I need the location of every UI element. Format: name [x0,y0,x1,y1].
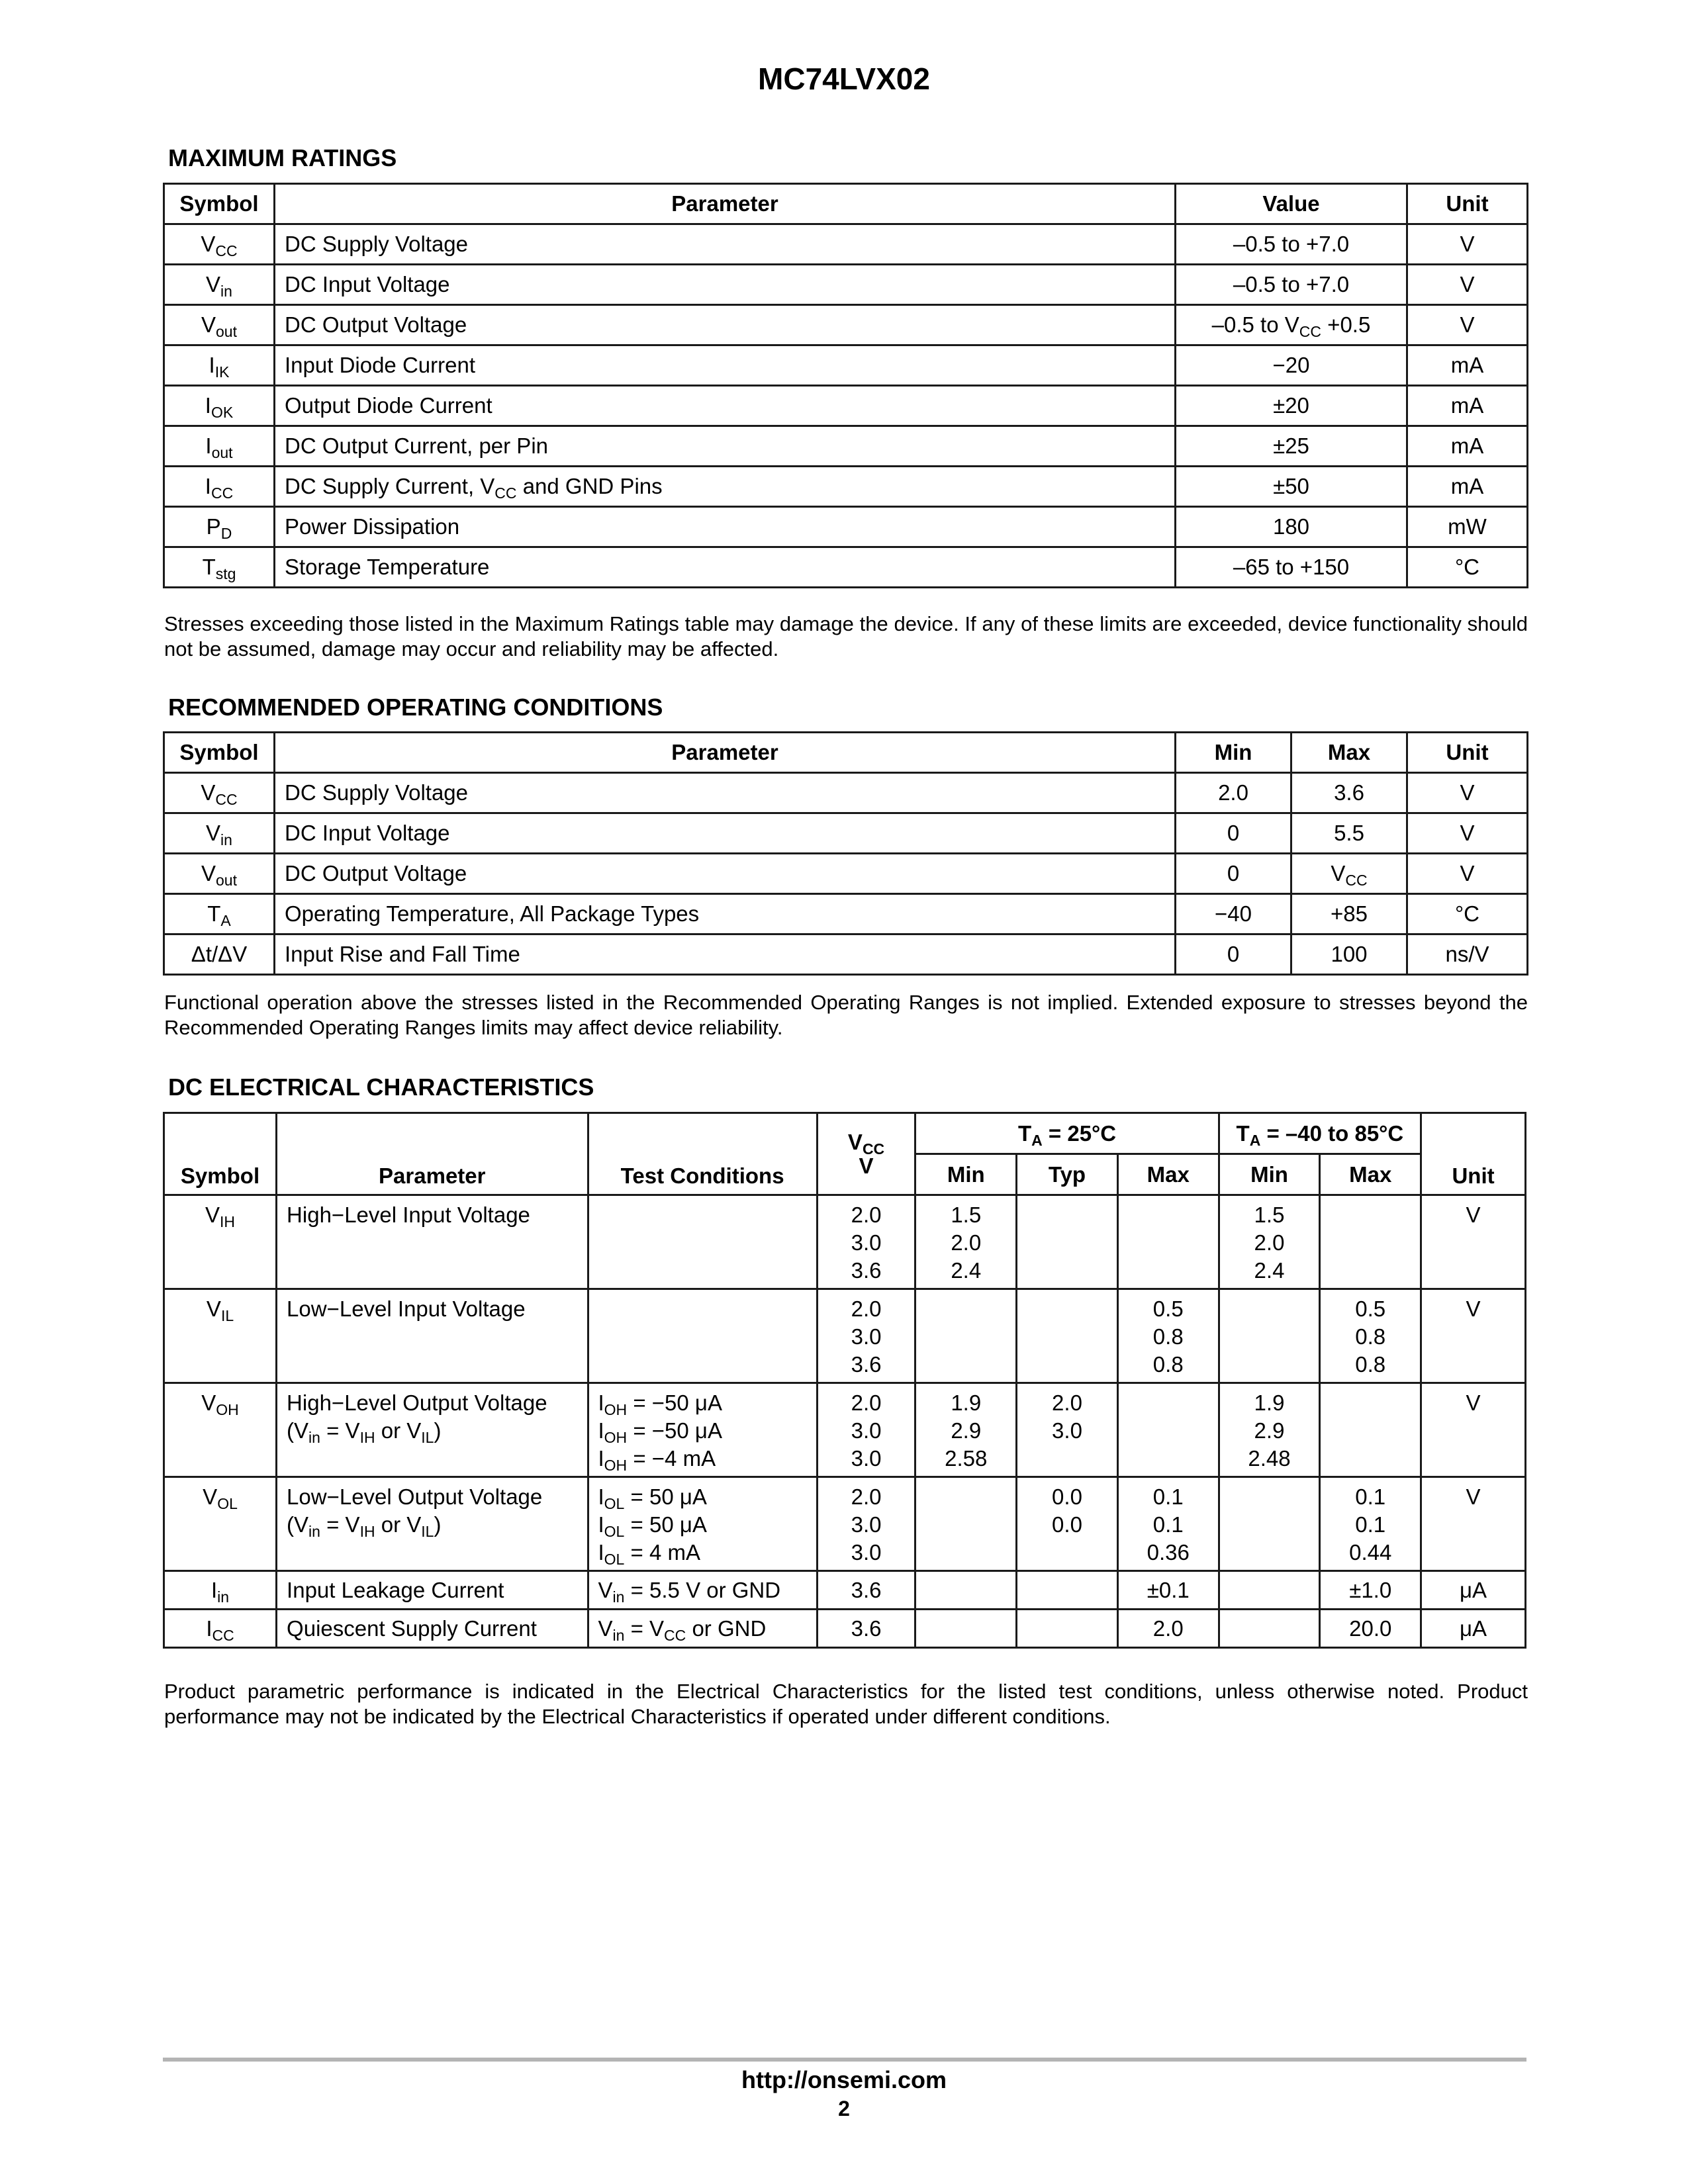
symbol-cell: $V_{in}$ [164,813,275,854]
max-cell: 5.5 [1291,813,1407,854]
parameter-cell: DC Output Current, per Pin [275,426,1176,467]
header-symbol: Symbol [164,1113,277,1195]
test-conditions-cell: $I_{OH} = -50$ μA $I_{OH} = -50$ μA $I_{OH} = -4$ mA [588,1383,817,1477]
unit-cell: V [1407,305,1528,345]
header-ta-range: $T_A = -40$ to 85°C [1219,1113,1421,1154]
vcc-cell: 2.0 3.0 3.6 [817,1195,915,1289]
header-test-conditions: Test Conditions [588,1113,817,1195]
dc-char-note: Product parametric performance is indicated in the Electrical Characteristics for the listed test conditions, unless otherwise noted. Product performance may not be indicated by the Electrical Characteristics if operated under different conditions. [164,1680,1528,1728]
value-cell: –0.5 to +7.0 [1176,265,1407,305]
max-25-cell [1117,1383,1219,1477]
unit-cell: mA [1407,426,1528,467]
unit-cell: V [1421,1289,1526,1383]
vcc-cell: 3.6 [817,1610,915,1648]
min-25-cell: 1.5 2.0 2.4 [915,1195,1017,1289]
header-vcc-symbol: $V_{CC}$ [847,1129,885,1158]
symbol-cell: $V_{out}$ [164,854,275,894]
max-range-cell [1320,1195,1421,1289]
symbol-cell: $I_{out}$ [164,426,275,467]
rec-operating-row [164,773,1528,813]
symbol-cell: Δt/ΔV [164,934,275,975]
page-title: MC74LVX02 [758,62,930,96]
symbol-cell: $T_A$ [164,894,275,934]
rec-operating-header-row [164,733,1528,773]
max-ratings-table [163,183,1528,588]
value-cell: ±25 [1176,426,1407,467]
parameter-cell: Output Diode Current [275,386,1176,426]
symbol-cell: $I_{OK}$ [164,386,275,426]
header-symbol: Symbol [164,184,275,224]
header-parameter: Parameter [275,184,1176,224]
parameter-cell: Input Rise and Fall Time [275,934,1176,975]
unit-cell: V [1407,773,1528,813]
max-range-cell: ±1.0 [1320,1571,1421,1610]
parameter-cell: High−Level Input Voltage [277,1195,588,1289]
min-25-cell: 1.9 2.9 2.58 [915,1383,1017,1477]
unit-cell: V [1407,265,1528,305]
typ-25-cell [1017,1610,1118,1648]
rec-operating-title: RECOMMENDED OPERATING CONDITIONS [168,694,663,721]
symbol-cell: $I_{CC}$ [164,467,275,507]
max-cell: 3.6 [1291,773,1407,813]
header-max: Max [1291,733,1407,773]
unit-cell: mA [1407,467,1528,507]
parameter-cell: Input Leakage Current [277,1571,588,1610]
max-cell: $V_{CC}$ [1291,854,1407,894]
header-unit: Unit [1421,1113,1526,1195]
max-cell: 100 [1291,934,1407,975]
rec-operating-row [164,813,1528,854]
parameter-cell: DC Supply Current, $V_{CC}$ and GND Pins [275,467,1176,507]
unit-cell: V [1407,854,1528,894]
test-conditions-cell: $V_{in} = 5.5$ V or GND [588,1571,817,1610]
parameter-cell: DC Input Voltage [275,813,1176,854]
value-cell: –65 to +150 [1176,547,1407,588]
parameter-cell: Quiescent Supply Current [277,1610,588,1648]
min-range-cell: 1.5 2.0 2.4 [1219,1195,1320,1289]
min-range-cell [1219,1571,1320,1610]
test-conditions-cell: $I_{OL} = 50$ μA $I_{OL} = 50$ μA $I_{OL} = 4$ mA [588,1477,817,1571]
header-min-25: Min [915,1154,1017,1195]
min-25-cell [915,1477,1017,1571]
symbol-cell: $V_{IH}$ [164,1195,277,1289]
dc-char-row [164,1289,1526,1383]
unit-cell: mW [1407,507,1528,547]
max-ratings-row [164,386,1528,426]
unit-cell: mA [1407,386,1528,426]
unit-cell: V [1421,1383,1526,1477]
parameter-cell: DC Output Voltage [275,305,1176,345]
max-25-cell: ±0.1 [1117,1571,1219,1610]
header-unit: Unit [1407,184,1528,224]
typ-25-cell: 0.0 0.0 [1017,1477,1118,1571]
dc-header-row-1 [164,1113,1526,1154]
dc-char-row [164,1477,1526,1571]
max-range-cell: 20.0 [1320,1610,1421,1648]
min-range-cell [1219,1610,1320,1648]
max-range-cell: 0.1 0.1 0.44 [1320,1477,1421,1571]
vcc-cell: 2.0 3.0 3.0 [817,1383,915,1477]
symbol-cell: $I_{in}$ [164,1571,277,1610]
max-25-cell: 0.1 0.1 0.36 [1117,1477,1219,1571]
test-conditions-cell [588,1289,817,1383]
value-cell: −20 [1176,345,1407,386]
footer-divider [163,2058,1526,2062]
symbol-cell: $V_{IL}$ [164,1289,277,1383]
header-min: Min [1176,733,1291,773]
symbol-cell: $V_{CC}$ [164,224,275,265]
typ-25-cell [1017,1571,1118,1610]
max-ratings-row [164,547,1528,588]
unit-cell: V [1421,1195,1526,1289]
unit-cell: μA [1421,1571,1526,1610]
symbol-cell: $I_{IK}$ [164,345,275,386]
symbol-cell: $V_{OL}$ [164,1477,277,1571]
symbol-cell: $I_{CC}$ [164,1610,277,1648]
value-cell: ±20 [1176,386,1407,426]
max-ratings-row [164,426,1528,467]
unit-cell: V [1407,813,1528,854]
rec-operating-row [164,894,1528,934]
min-cell: −40 [1176,894,1291,934]
header-max-range: Max [1320,1154,1421,1195]
value-cell: –0.5 to +7.0 [1176,224,1407,265]
unit-cell: °C [1407,894,1528,934]
typ-25-cell [1017,1195,1118,1289]
max-ratings-row [164,265,1528,305]
rec-operating-table [163,731,1528,976]
min-25-cell [915,1610,1017,1648]
vcc-cell: 2.0 3.0 3.6 [817,1289,915,1383]
test-conditions-cell: $V_{in} = V_{CC}$ or GND [588,1610,817,1648]
header-value: Value [1176,184,1407,224]
dc-char-row [164,1610,1526,1648]
rec-operating-note: Functional operation above the stresses listed in the Recommended Operating Ranges is not implied. Extended exposure to stresses beyond the Recommended Operating Ranges limits may affect device reliability. [164,991,1528,1039]
dc-char-row [164,1571,1526,1610]
min-range-cell: 1.9 2.9 2.48 [1219,1383,1320,1477]
min-cell: 0 [1176,854,1291,894]
dc-char-row [164,1195,1526,1289]
unit-cell: ns/V [1407,934,1528,975]
vcc-cell: 2.0 3.0 3.0 [817,1477,915,1571]
unit-cell: V [1407,224,1528,265]
parameter-cell: Low−Level Output Voltage ($V_{in} = V_{IH}$ or $V_{IL}$) [277,1477,588,1571]
header-vcc-unit: V [859,1153,874,1178]
symbol-cell: $V_{CC}$ [164,773,275,813]
max-ratings-row [164,467,1528,507]
header-symbol: Symbol [164,733,275,773]
header-unit: Unit [1407,733,1528,773]
min-cell: 2.0 [1176,773,1291,813]
dc-char-title: DC ELECTRICAL CHARACTERISTICS [168,1073,594,1101]
max-25-cell: 2.0 [1117,1610,1219,1648]
unit-cell: μA [1421,1610,1526,1648]
unit-cell: V [1421,1477,1526,1571]
unit-cell: mA [1407,345,1528,386]
max-ratings-row [164,224,1528,265]
header-typ-25: Typ [1017,1154,1118,1195]
test-conditions-cell [588,1195,817,1289]
symbol-cell: $T_{stg}$ [164,547,275,588]
max-range-cell: 0.5 0.8 0.8 [1320,1289,1421,1383]
min-range-cell [1219,1289,1320,1383]
min-range-cell [1219,1477,1320,1571]
parameter-cell: Operating Temperature, All Package Types [275,894,1176,934]
parameter-cell: Storage Temperature [275,547,1176,588]
max-ratings-title: MAXIMUM RATINGS [168,144,397,171]
max-ratings-row [164,507,1528,547]
rec-operating-row [164,934,1528,975]
min-25-cell [915,1289,1017,1383]
typ-25-cell: 2.0 3.0 [1017,1383,1118,1477]
symbol-cell: $V_{in}$ [164,265,275,305]
typ-25-cell [1017,1289,1118,1383]
min-cell: 0 [1176,934,1291,975]
min-cell: 0 [1176,813,1291,854]
parameter-cell: Input Diode Current [275,345,1176,386]
parameter-cell: Low−Level Input Voltage [277,1289,588,1383]
page-number: 2 [838,2097,850,2120]
symbol-cell: $P_D$ [164,507,275,547]
symbol-cell: $V_{OH}$ [164,1383,277,1477]
header-parameter: Parameter [277,1113,588,1195]
parameter-cell: DC Input Voltage [275,265,1176,305]
max-ratings-row [164,305,1528,345]
header-ta-25: $T_A = 25^\circ C$ [915,1113,1219,1154]
parameter-cell: DC Output Voltage [275,854,1176,894]
parameter-cell: DC Supply Voltage [275,773,1176,813]
max-ratings-note: Stresses exceeding those listed in the Maximum Ratings table may damage the device. If any of these limits are exceeded, device functionality should not be assumed, damage may occur and reliability may be affected. [164,612,1528,660]
value-cell: –0.5 to $V_{CC} +0.5$ [1176,305,1407,345]
parameter-cell: Power Dissipation [275,507,1176,547]
max-ratings-header-row [164,184,1528,224]
max-cell: +85 [1291,894,1407,934]
max-25-cell: 0.5 0.8 0.8 [1117,1289,1219,1383]
parameter-cell: DC Supply Voltage [275,224,1176,265]
unit-cell: °C [1407,547,1528,588]
parameter-cell: High−Level Output Voltage ($V_{in} = V_{IH}$ or $V_{IL}$) [277,1383,588,1477]
symbol-cell: $V_{out}$ [164,305,275,345]
header-max-25: Max [1117,1154,1219,1195]
dc-char-row [164,1383,1526,1477]
max-ratings-row [164,345,1528,386]
max-25-cell [1117,1195,1219,1289]
rec-operating-row [164,854,1528,894]
dc-char-table [163,1112,1526,1649]
value-cell: ±50 [1176,467,1407,507]
header-vcc [817,1113,915,1195]
vcc-cell: 3.6 [817,1571,915,1610]
footer-url-link[interactable]: http://onsemi.com [741,2066,947,2093]
min-25-cell [915,1571,1017,1610]
max-range-cell [1320,1383,1421,1477]
header-parameter: Parameter [275,733,1176,773]
header-min-range: Min [1219,1154,1320,1195]
value-cell: 180 [1176,507,1407,547]
